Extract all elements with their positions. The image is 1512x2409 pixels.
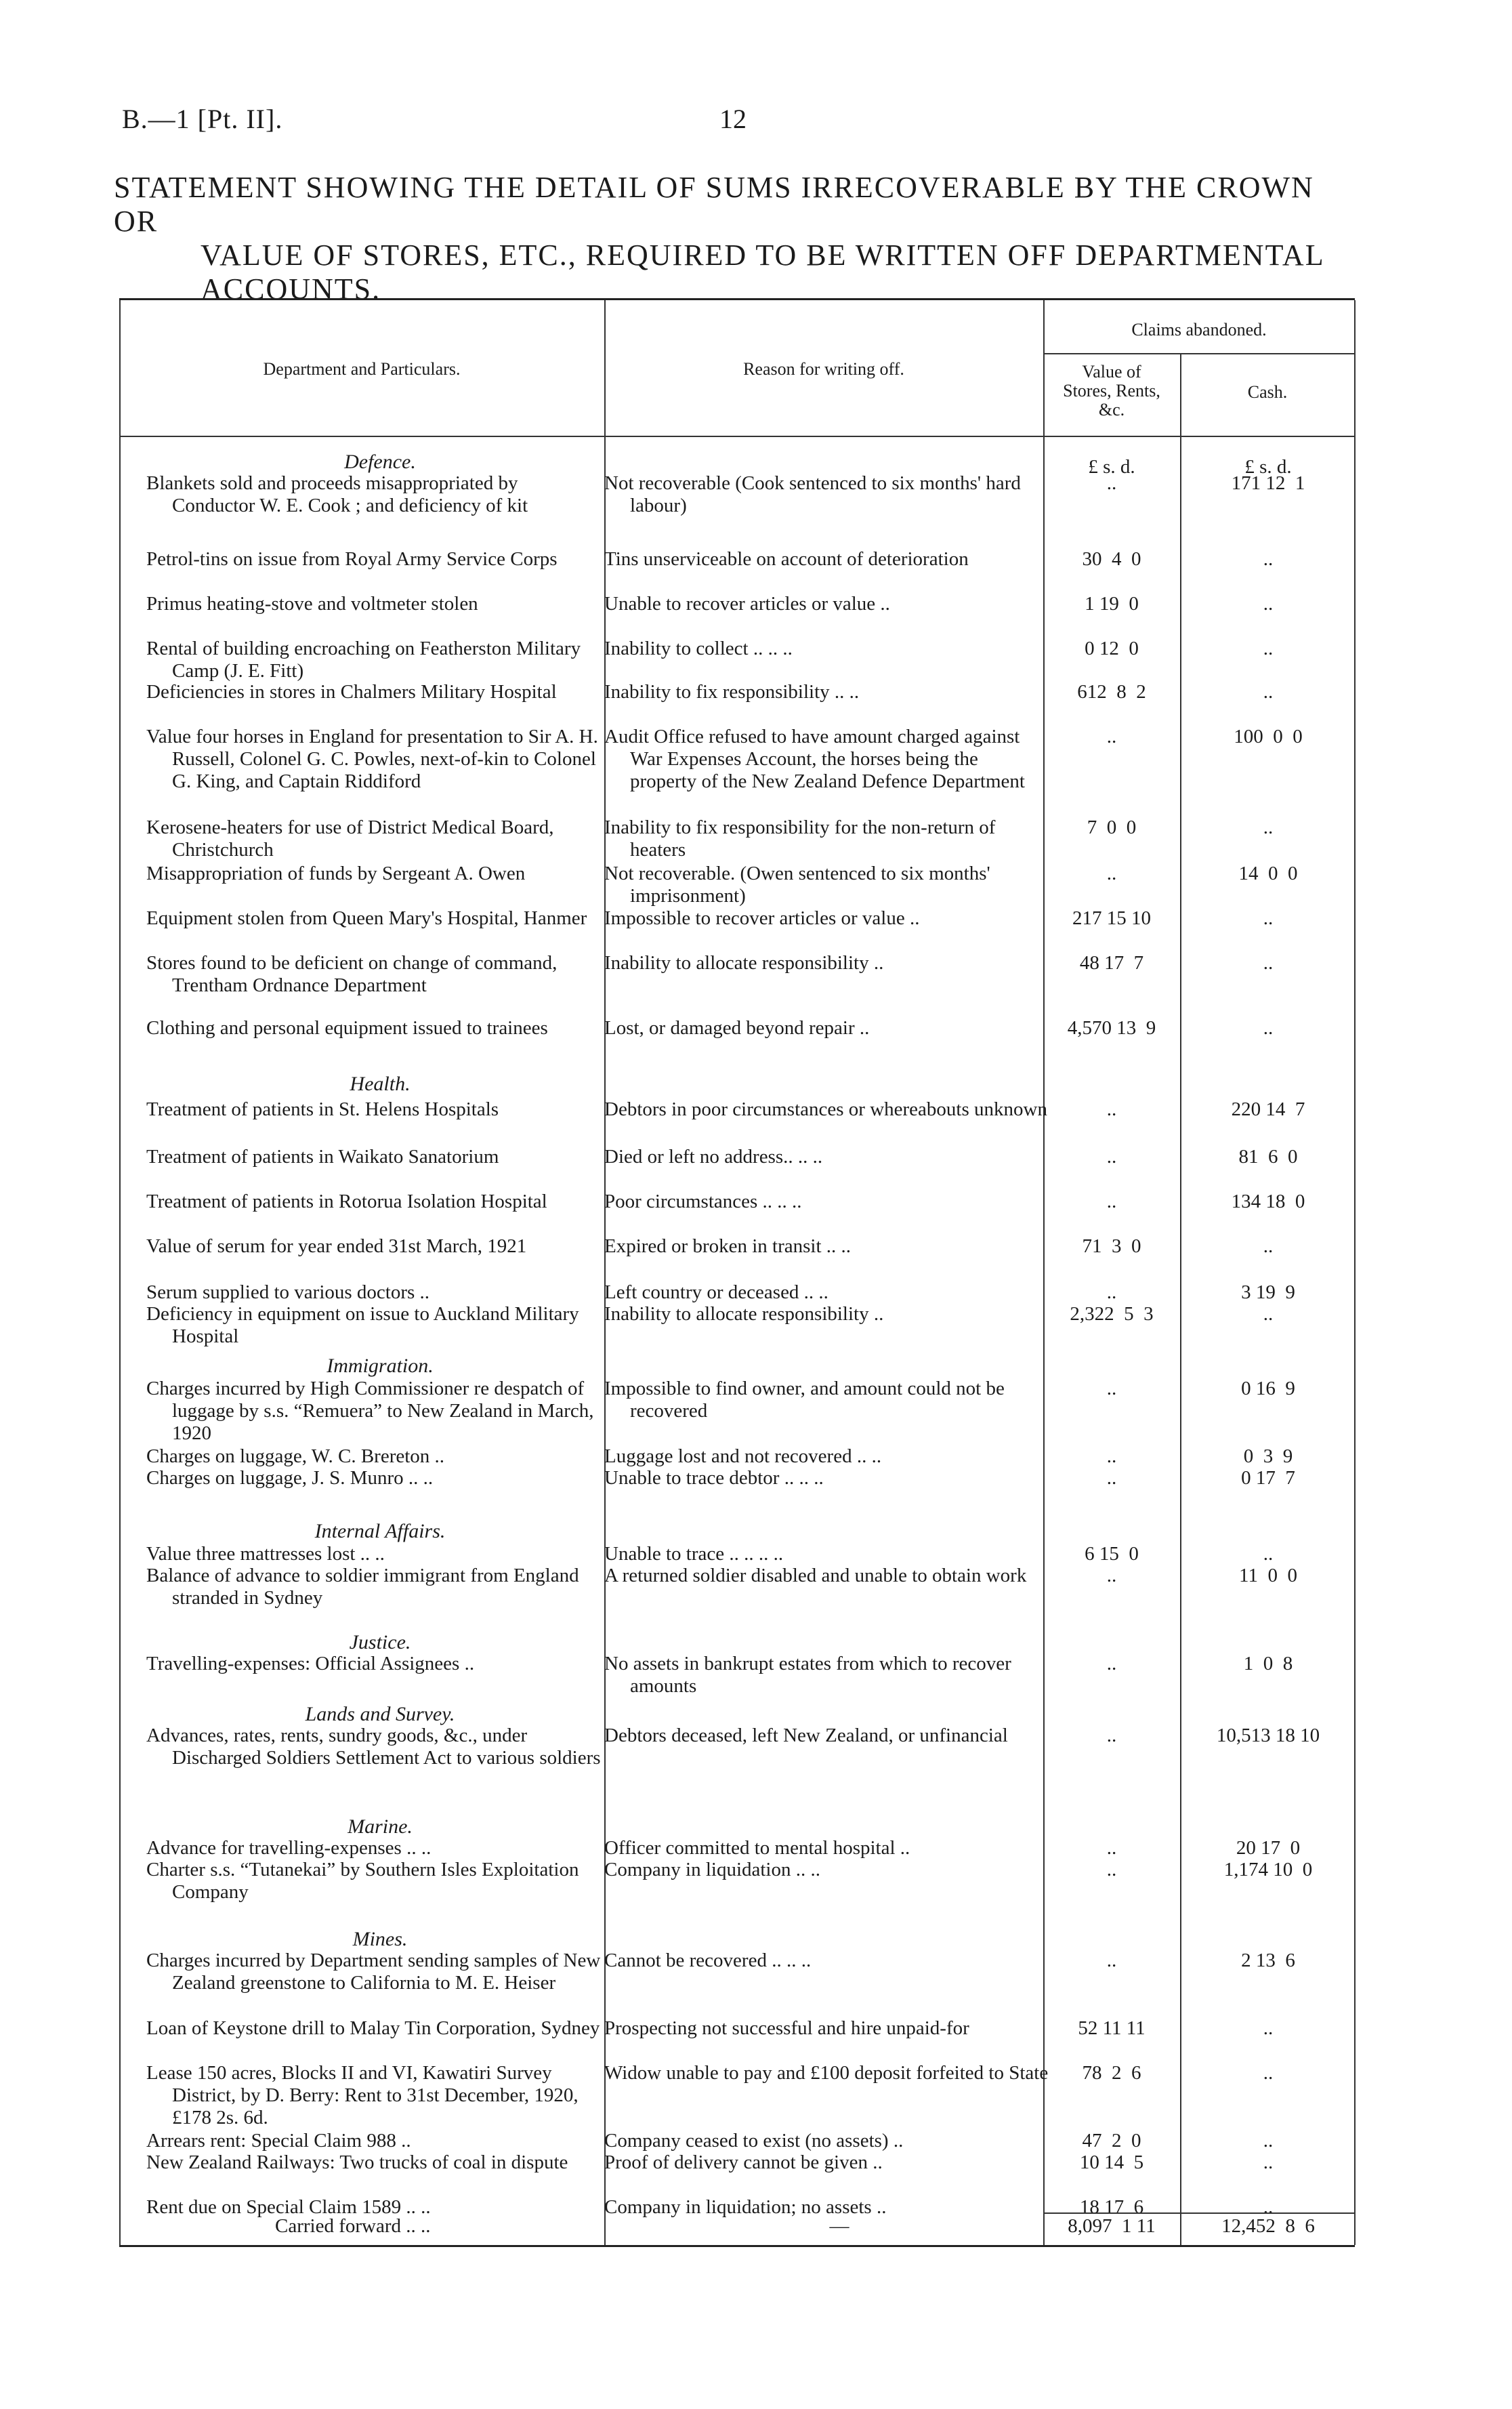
row-cash-value: .. [1263,2017,1274,2039]
row-cash-value: 81 6 0 [1238,1146,1298,1168]
section-heading: Justice. [349,1631,411,1653]
row-cash-value: .. [1263,548,1274,570]
section-heading: Internal Affairs. [314,1520,446,1542]
page-title [114,171,1360,306]
row-particulars: Value of serum for year ended 31st March, 1921 [146,1235,527,1257]
title-line-3: ACCOUNTS. [201,272,381,306]
row-cash-value: 0 3 9 [1243,1445,1293,1467]
row-cash-value: 0 16 9 [1241,1378,1295,1399]
column-header-cash: Cash. [1247,382,1288,402]
row-reason: Died or left no address.. .. .. [604,1146,823,1168]
total-rule [1043,2212,1355,2214]
row-reason: Expired or broken in transit .. .. [604,1235,852,1257]
row-reason: Unable to trace debtor .. .. .. [604,1467,824,1489]
column-header-reason: Reason for writing off. [743,359,904,379]
row-reason: Inability to allocate responsibility .. [604,952,884,974]
row-reason: Cannot be recovered .. .. .. [604,1950,812,1971]
row-reason: Company in liquidation; no assets .. [604,2196,887,2218]
row-particulars: Rental of building encroaching on Featherston Military Camp (J. E. Fitt) [146,638,581,682]
row-cash-value: 2 13 6 [1241,1950,1295,1971]
row-stores-value: 4,570 13 9 [1067,1017,1156,1039]
row-reason: Inability to allocate responsibility .. [604,1303,884,1325]
row-reason: Audit Office refused to have amount charged against War Expenses Account, the horses being the property of the New Zealand Defence Department [604,726,1025,792]
row-stores-value: .. [1106,1445,1117,1467]
row-stores-value: 71 3 0 [1082,1235,1141,1257]
row-particulars: Charges on luggage, J. S. Munro .. .. [146,1467,434,1489]
row-particulars: Deficiency in equipment on issue to Auckland Military Hospital [146,1303,579,1347]
row-cash-value: .. [1263,2196,1274,2218]
row-particulars: Advances, rates, rents, sundry goods, &c., under Discharged Soldiers Settlement Act to various soldiers [146,1725,601,1769]
row-cash-value: 100 0 0 [1234,726,1303,747]
row-stores-value: 47 2 0 [1082,2130,1141,2151]
section-heading: Mines. [352,1928,408,1950]
row-stores-value: .. [1106,1837,1117,1859]
section-heading: Immigration. [327,1355,434,1377]
document-reference: B.—1 [Pt. II]. [122,104,283,134]
row-cash-value: 171 12 1 [1231,472,1305,494]
row-stores-value: 6 15 0 [1085,1543,1139,1565]
row-particulars: Charges on luggage, W. C. Brereton .. [146,1445,445,1467]
row-cash-value: .. [1263,952,1274,974]
row-stores-value: 18 17 6 [1079,2196,1144,2218]
row-reason: Company in liquidation .. .. [604,1859,820,1880]
row-cash-value: 1 0 8 [1243,1653,1293,1674]
row-particulars: Treatment of patients in St. Helens Hospitals [146,1098,499,1120]
row-stores-value: 10 14 5 [1079,2151,1144,2173]
row-stores-value: .. [1106,1378,1117,1399]
row-reason: Debtors deceased, left New Zealand, or unfinancial [604,1725,1008,1746]
row-cash-value: .. [1263,1543,1274,1565]
total-reason: — [829,2215,849,2237]
row-cash-value: .. [1263,638,1274,659]
total-label: Carried forward .. .. [275,2215,431,2237]
row-stores-value: 30 4 0 [1082,548,1141,570]
section-heading: Health. [350,1073,411,1095]
row-stores-value: .. [1106,1098,1117,1120]
row-cash-value: 10,513 18 10 [1216,1725,1320,1746]
row-particulars: Advance for travelling-expenses .. .. [146,1837,432,1859]
row-reason: Poor circumstances .. .. .. [604,1191,802,1212]
row-reason: Inability to collect .. .. .. [604,638,793,659]
statement-table [119,298,1355,2247]
row-reason: Impossible to find owner, and amount could not be recovered [604,1378,1005,1422]
row-cash-value: .. [1263,2151,1274,2173]
row-particulars: Balance of advance to soldier immigrant from England stranded in Sydney [146,1565,579,1609]
row-particulars: Loan of Keystone drill to Malay Tin Corporation, Sydney [146,2017,600,2039]
row-reason: Unable to trace .. .. .. .. [604,1543,784,1565]
column-rule [119,300,121,2245]
row-stores-value: .. [1106,726,1117,747]
row-particulars: Clothing and personal equipment issued to trainees [146,1017,548,1039]
row-reason: Officer committed to mental hospital .. [604,1837,910,1859]
header-rule [1043,353,1355,354]
row-particulars: Kerosene-heaters for use of District Medical Board, Christchurch [146,817,554,861]
row-stores-value: 78 2 6 [1082,2062,1141,2084]
row-stores-value: .. [1106,472,1117,494]
row-reason: Widow unable to pay and £100 deposit forfeited to State [604,2062,1049,2084]
row-particulars: Serum supplied to various doctors .. [146,1281,430,1303]
row-cash-value: 20 17 0 [1236,1837,1301,1859]
row-cash-value: 1,174 10 0 [1223,1859,1313,1880]
row-particulars: Petrol-tins on issue from Royal Army Service Corps [146,548,558,570]
row-cash-value: 134 18 0 [1231,1191,1305,1212]
row-cash-value: 14 0 0 [1238,863,1298,884]
row-reason: No assets in bankrupt estates from which to recover amounts [604,1653,1011,1697]
row-cash-value: .. [1263,2130,1274,2151]
row-reason: Prospecting not successful and hire unpaid-for [604,2017,969,2039]
row-stores-value: .. [1106,863,1117,884]
row-reason: Company ceased to exist (no assets) .. [604,2130,904,2151]
row-reason: Lost, or damaged beyond repair .. [604,1017,870,1039]
row-stores-value: 612 8 2 [1077,681,1146,703]
row-reason: Debtors in poor circumstances or whereabouts unknown [604,1098,1047,1120]
row-cash-value: .. [1263,1303,1274,1325]
row-stores-value: .. [1106,1859,1117,1880]
row-reason: Not recoverable. (Owen sentenced to six months' imprisonment) [604,863,990,907]
row-particulars: Treatment of patients in Waikato Sanatorium [146,1146,499,1168]
row-reason: Inability to fix responsibility .. .. [604,681,860,703]
row-particulars: Value three mattresses lost .. .. [146,1543,385,1565]
row-cash-value: 0 17 7 [1241,1467,1295,1489]
row-particulars: Deficiencies in stores in Chalmers Military Hospital [146,681,557,703]
row-stores-value: 7 0 0 [1087,817,1137,838]
header-rule [119,436,1355,437]
title-line-2: VALUE OF STORES, ETC., REQUIRED TO BE WRITTEN OFF DEPARTMENTAL [201,239,1325,272]
row-reason: Unable to recover articles or value .. [604,593,890,615]
row-reason: Impossible to recover articles or value .. [604,907,920,929]
row-cash-value: 11 0 0 [1239,1565,1297,1586]
cash-units: £ s. d. [1244,456,1292,478]
row-cash-value: .. [1263,1235,1274,1257]
row-stores-value: .. [1106,1146,1117,1168]
row-particulars: New Zealand Railways: Two trucks of coal in dispute [146,2151,568,2173]
row-particulars: Value four horses in England for presentation to Sir A. H. Russell, Colonel G. C. Powles, next-of-kin to Colonel G. King, and Captain Riddiford [146,726,598,792]
row-stores-value: .. [1106,1725,1117,1746]
row-particulars: Stores found to be deficient on change of command, Trentham Ordnance Department [146,952,558,996]
title-line-1: STATEMENT SHOWING THE DETAIL OF SUMS IRRECOVERABLE BY THE CROWN OR [114,171,1314,238]
row-cash-value: .. [1263,817,1274,838]
row-cash-value: .. [1263,2062,1274,2084]
row-reason: Tins unserviceable on account of deterioration [604,548,969,570]
row-stores-value: .. [1106,1467,1117,1489]
row-cash-value: .. [1263,681,1274,703]
row-particulars: Charges incurred by Department sending samples of New Zealand greenstone to California to M. E. Heiser [146,1950,601,1994]
column-header-stores: Value of Stores, Rents, &c. [1063,362,1160,419]
row-particulars: Misappropriation of funds by Sergeant A. Owen [146,863,526,884]
row-stores-value: 1 19 0 [1085,593,1139,615]
row-reason: Not recoverable (Cook sentenced to six months' hard labour) [604,472,1021,516]
row-reason: Luggage lost and not recovered .. .. [604,1445,882,1467]
row-reason: Left country or deceased .. .. [604,1281,828,1303]
row-particulars: Primus heating-stove and voltmeter stolen [146,593,478,615]
row-stores-value: .. [1106,1950,1117,1971]
row-reason: Proof of delivery cannot be given .. [604,2151,883,2173]
row-stores-value: .. [1106,1653,1117,1674]
total-cash: 12,452 8 6 [1221,2215,1315,2237]
page-number: 12 [719,104,747,134]
row-particulars: Rent due on Special Claim 1589 .. .. [146,2196,431,2218]
row-stores-value: 2,322 5 3 [1070,1303,1154,1325]
row-cash-value: 3 19 9 [1241,1281,1295,1303]
section-heading: Marine. [348,1815,413,1838]
row-particulars: Treatment of patients in Rotorua Isolation Hospital [146,1191,547,1212]
row-stores-value: .. [1106,1281,1117,1303]
row-stores-value: 48 17 7 [1079,952,1144,974]
stores-units: £ s. d. [1088,456,1135,478]
section-heading: Defence. [344,451,416,473]
row-cash-value: .. [1263,907,1274,929]
section-heading: Lands and Survey. [305,1703,455,1725]
row-particulars: Blankets sold and proceeds misappropriated by Conductor W. E. Cook ; and deficiency of kit [146,472,528,516]
row-particulars: Travelling-expenses: Official Assignees .. [146,1653,475,1674]
row-particulars: Arrears rent: Special Claim 988 .. [146,2130,411,2151]
column-header-claims: Claims abandoned. [1131,320,1267,339]
row-stores-value: 52 11 11 [1078,2017,1146,2039]
row-stores-value: .. [1106,1565,1117,1586]
row-cash-value: 220 14 7 [1231,1098,1305,1120]
column-header-department: Department and Particulars. [263,359,461,379]
total-stores: 8,097 1 11 [1068,2215,1156,2237]
row-cash-value: .. [1263,593,1274,615]
row-stores-value: 217 15 10 [1072,907,1151,929]
row-cash-value: .. [1263,1017,1274,1039]
row-stores-value: 0 12 0 [1085,638,1139,659]
row-stores-value: .. [1106,1191,1117,1212]
row-particulars: Lease 150 acres, Blocks II and VI, Kawatiri Survey District, by D. Berry: Rent to 31st December, 1920, £178 2s. 6d. [146,2062,579,2128]
row-particulars: Equipment stolen from Queen Mary's Hospital, Hanmer [146,907,587,929]
row-particulars: Charges incurred by High Commissioner re despatch of luggage by s.s. “Remuera” to New Zealand in March, 1920 [146,1378,594,1444]
row-particulars: Charter s.s. “Tutanekai” by Southern Isles Exploitation Company [146,1859,579,1903]
row-reason: Inability to fix responsibility for the non-return of heaters [604,817,996,861]
row-reason: A returned soldier disabled and unable to obtain work [604,1565,1027,1586]
